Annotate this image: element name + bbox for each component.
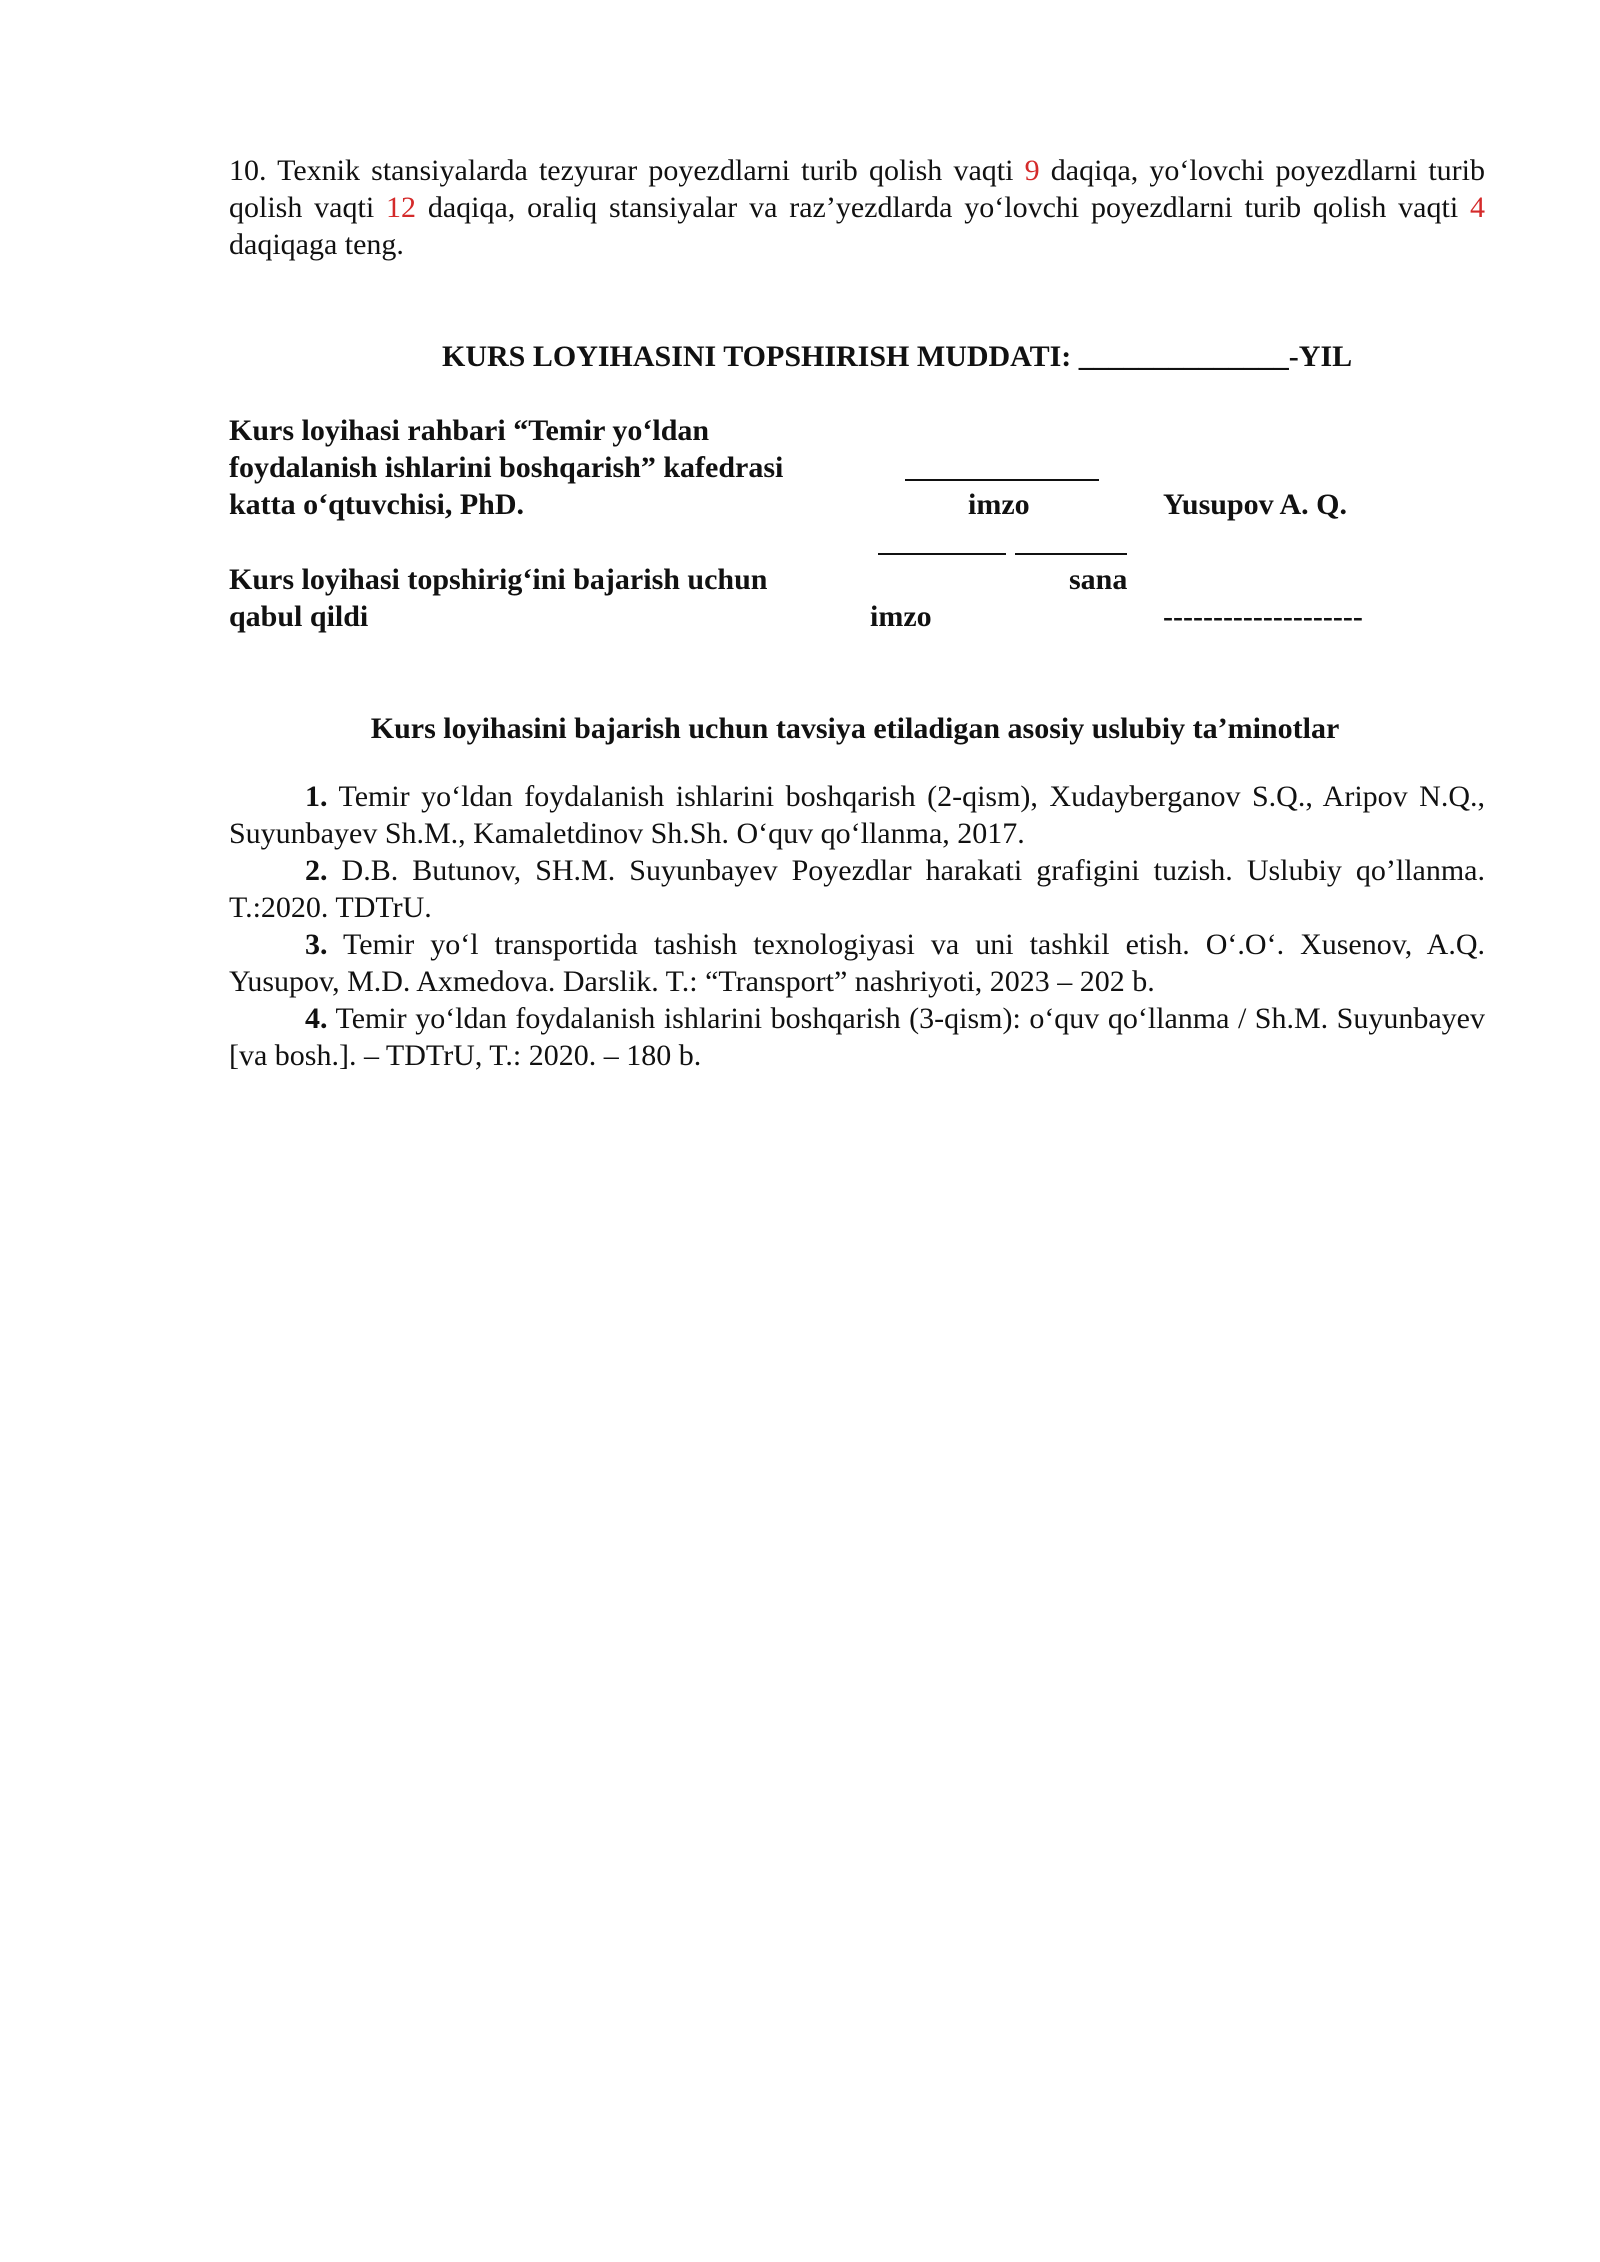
reference-text: Temir yo‘ldan foydalanish ishlarini boshqarish (2-qism), Xudayberganov S.Q., Aripov N.Q., Suyunbayev Sh.M., Kamaletdinov Sh.Sh. O‘quv qo‘llanma, 2017. [229, 780, 1485, 850]
reference-number: 2. [305, 854, 328, 887]
references-list [229, 778, 1485, 1074]
references-heading: Kurs loyihasini bajarish uchun tavsiya etiladigan asosiy uslubiy ta’minotlar [370, 712, 1340, 745]
reference-item [229, 926, 1485, 1000]
reference-number: 3. [305, 928, 328, 961]
paragraph-10-part1: 10. Texnik stansiyalarda tezyurar poyezdlarni turib qolish vaqti [229, 154, 1025, 187]
reference-item [229, 1000, 1485, 1074]
supervisor-line-1: Kurs loyihasi rahbari “Temir yo‘ldan [229, 414, 710, 447]
express-dwell-value: 9 [1024, 154, 1040, 187]
reference-text: Temir yo‘ldan foydalanish ishlarini boshqarish (3-qism): o‘quv qo‘llanma / Sh.M. Suyunbayev [va bosh.]. – TDTrU, T.: 2020. – 180 b. [229, 1002, 1485, 1072]
paragraph-10-part4: daqiqaga teng. [229, 228, 404, 261]
acceptance-date-line [1015, 553, 1127, 555]
acceptance-line-2: qabul qildi [229, 600, 369, 633]
reference-number: 1. [305, 780, 328, 813]
acceptance-signature-line [878, 553, 1006, 555]
acceptance-dashes: -------------------- [1163, 600, 1363, 633]
reference-text: D.B. Butunov, SH.M. Suyunbayev Poyezdlar harakati grafigini tuzish. Uslubiy qo’llanma. T.:2020. TDTrU. [229, 854, 1485, 924]
paragraph-10-part3: daqiqa, oraliq stansiyalar va raz’yezdlarda yo‘lovchi poyezdlarni turib qolish vaqti [416, 191, 1470, 224]
paragraph-10-part2: daqiqa, yo‘lovchi poyezdlarni turib qolish vaqti [229, 154, 1485, 224]
intermediate-dwell-value: 4 [1469, 191, 1485, 224]
reference-number: 4. [305, 1002, 328, 1035]
deadline-heading: KURS LOYIHASINI TOPSHIRISH MUDDATI: ______________-YIL [442, 340, 1353, 373]
reference-item [229, 778, 1485, 852]
supervisor-signature-line [905, 479, 1099, 481]
supervisor-signature-label: imzo [968, 488, 1030, 521]
acceptance-signature-label: imzo [870, 600, 932, 633]
passenger-dwell-value: 12 [386, 191, 416, 224]
supervisor-name: Yusupov A. Q. [1163, 488, 1347, 521]
acceptance-date-label: sana [1069, 563, 1128, 596]
acceptance-line-1: Kurs loyihasi topshirig‘ini bajarish uchun [229, 563, 768, 596]
supervisor-line-3: katta o‘qtuvchisi, PhD. [229, 488, 525, 521]
reference-text: Temir yo‘l transportida tashish texnologiyasi va uni tashkil etish. O‘.O‘. Xusenov, A.Q. Yusupov, M.D. Axmedova. Darslik. T.: “Transport” nashriyoti, 2023 – 202 b. [229, 928, 1485, 998]
paragraph-10 [229, 152, 1485, 263]
reference-item [229, 852, 1485, 926]
supervisor-line-2: foydalanish ishlarini boshqarish” kafedrasi [229, 451, 784, 484]
